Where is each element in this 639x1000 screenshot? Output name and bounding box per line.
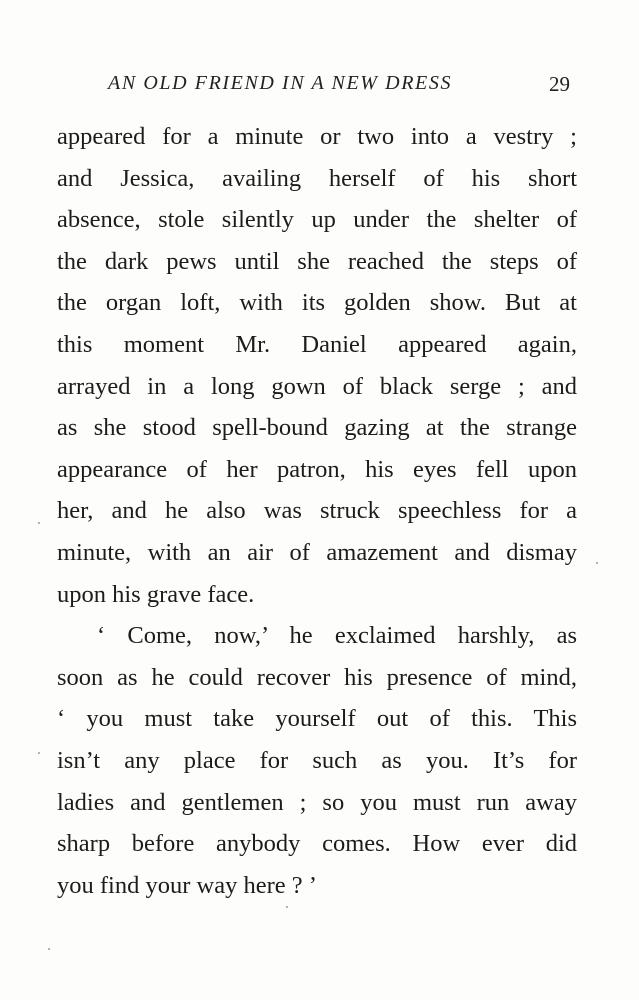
- page-number: 29: [549, 72, 570, 96]
- text-line: this moment Mr. Daniel appeared again,: [57, 330, 577, 358]
- text-line: appearance of her patron, his eyes fell upon: [57, 455, 577, 483]
- print-speck: [286, 906, 288, 908]
- paragraph-start-line: ‘ Come, now,’ he exclaimed harshly, as: [97, 622, 577, 650]
- print-speck: [596, 562, 598, 564]
- print-speck: [38, 752, 40, 754]
- print-speck: [48, 948, 50, 950]
- text-line: sharp before anybody comes. How ever did: [57, 830, 577, 858]
- text-line: her, and he also was struck speechless for a: [57, 497, 577, 525]
- text-line: appeared for a minute or two into a vestry ;: [57, 123, 577, 150]
- text-line: isn’t any place for such as you. It’s for: [57, 746, 577, 774]
- text-line: the organ loft, with its golden show. But at: [57, 289, 577, 317]
- text-line: the dark pews until she reached the steps of: [57, 247, 577, 275]
- text-line: soon as he could recover his presence of mind,: [57, 663, 577, 691]
- running-head: [0, 70, 639, 100]
- text-line: ‘ you must take yourself out of this. This: [57, 705, 577, 733]
- paragraph-end-line: you find your way here ? ’: [57, 871, 317, 899]
- text-line: arrayed in a long gown of black serge ; and: [57, 372, 577, 400]
- body-text: [57, 116, 577, 906]
- running-title: AN OLD FRIEND IN A NEW DRESS: [108, 72, 453, 94]
- text-line: as she stood spell-bound gazing at the strange: [57, 414, 577, 442]
- text-line: and Jessica, availing herself of his short: [57, 164, 577, 192]
- print-speck: [38, 522, 40, 524]
- text-line: absence, stole silently up under the shelter of: [57, 206, 577, 234]
- paragraph-end-line: upon his grave face.: [57, 580, 255, 608]
- text-line: minute, with an air of amazement and dismay: [57, 538, 577, 566]
- text-line: ladies and gentlemen ; so you must run away: [57, 788, 577, 816]
